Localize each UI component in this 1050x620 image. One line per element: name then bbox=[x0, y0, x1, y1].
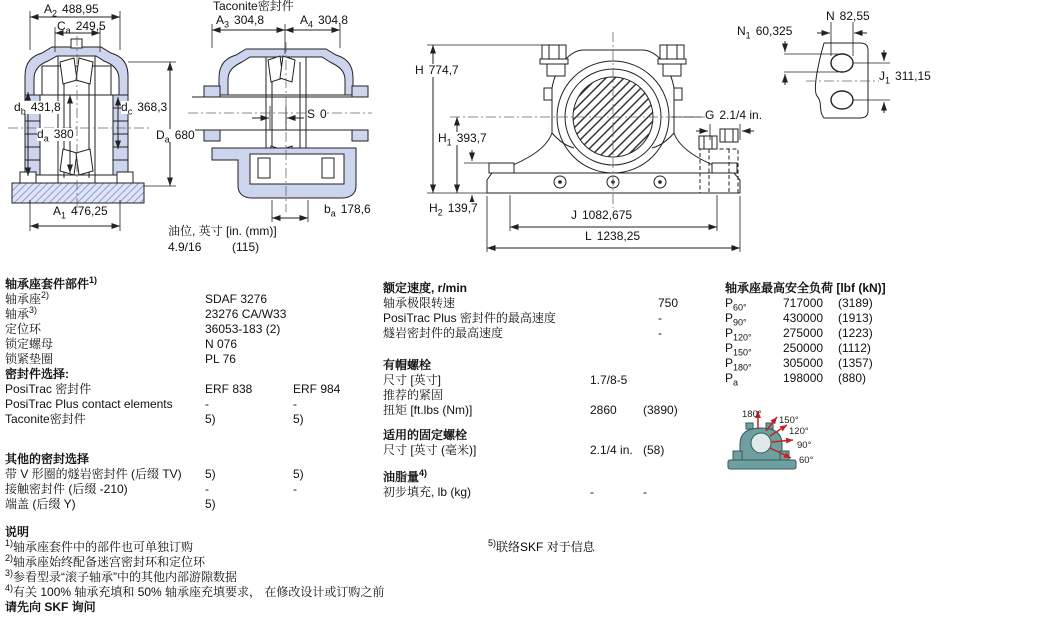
other-seals-header: 其他的密封选择 bbox=[5, 452, 90, 466]
load-row-pa: $P_a$ 198000 (880) bbox=[725, 371, 867, 388]
angle-label-180: 180° bbox=[742, 409, 762, 420]
spec-row-cap-bolt-size: 尺寸 [英寸] 1.7/8-5 bbox=[383, 373, 628, 387]
angle-label-150: 150° bbox=[779, 415, 799, 426]
dim-g-label: G 2.1/4 in. bbox=[705, 108, 763, 122]
load-angle-diagram bbox=[700, 398, 880, 498]
spec-row-housing: 轴承座$^{2)}$ SDAF 3276 bbox=[5, 290, 268, 306]
angle-label-60: 60° bbox=[799, 455, 814, 466]
spec-row-taconite: Taconite密封件 5) 5) bbox=[5, 412, 304, 426]
spec-row-positrac-speed: PosiTrac Plus 密封件的最高速度 - bbox=[383, 311, 662, 325]
spec-row-tv-seal: 带 V 形圈的燧岩密封件 (后缀 TV) 5) 5) bbox=[5, 467, 304, 481]
dim-a3-label: $A_3$ 304,8 bbox=[216, 13, 265, 30]
spec-row-torque: 扭矩 [ft.lbs (Nm)] 2860 (3890) bbox=[383, 403, 678, 417]
section-view-drawing bbox=[8, 11, 176, 231]
seal-options-header: 密封件选择: bbox=[5, 367, 69, 381]
housing-pictogram bbox=[728, 423, 796, 469]
dim-a2-label: $A_2$ 488,95 bbox=[44, 2, 99, 19]
load-row-p60: $P_{60^\circ}$ 717000 (3189) bbox=[725, 296, 873, 313]
dim-n-label: N 82,55 bbox=[826, 9, 870, 23]
spec-row-bearing: 轴承$^{3)}$ 23276 CA/W33 bbox=[5, 305, 287, 321]
dim-dc-label: $d_c$ 368,3 bbox=[121, 100, 168, 117]
loads-table bbox=[725, 281, 925, 386]
dim-ca-label: $C_a$ 249,5 bbox=[57, 19, 106, 36]
base-footprint-drawing bbox=[784, 22, 890, 118]
speeds-bolts-table bbox=[383, 281, 723, 500]
oil-level-inch: 4.9/16 bbox=[168, 240, 202, 254]
dim-s-label: S 0 bbox=[307, 107, 327, 121]
oil-level-label: 油位, 英寸 [in. (mm)] bbox=[168, 224, 277, 238]
speeds-header: 额定速度, r/min bbox=[383, 281, 468, 295]
dim-j-label: J 1082,675 bbox=[571, 208, 633, 222]
spec-row-locating-ring: 定位环 36053-183 (2) bbox=[5, 322, 281, 336]
attach-bolts-header: 适用的固定螺栓 bbox=[383, 428, 468, 442]
note-2: $^{2)}$轴承座始终配备迷宫密封环和定位环 bbox=[5, 553, 206, 569]
note-4-bold-line: 请先向 SKF 询问 bbox=[5, 600, 96, 614]
taconite-view-drawing bbox=[188, 24, 372, 222]
spec-row-positrac: PosiTrac 密封件 ERF 838 ERF 984 bbox=[5, 382, 341, 396]
spec-row-taconite-speed: 燧岩密封件的最高速度 - bbox=[383, 326, 662, 340]
components-header: 轴承座套件部件$^{1)}$ bbox=[5, 275, 98, 291]
spec-row-contact-seal: 接触密封件 (后缀 -210) - - bbox=[5, 482, 297, 496]
load-row-p180: $P_{180^\circ}$ 305000 (1357) bbox=[725, 356, 873, 373]
spec-row-initial-fill: 初步填充, lb (kg) - - bbox=[383, 485, 647, 499]
load-row-p150: $P_{150^\circ}$ 250000 (1112) bbox=[725, 341, 871, 358]
note-1: $^{1)}$轴承座套件中的部件也可单独订购 bbox=[5, 538, 194, 554]
dim-n1-label: $N_1$ 60,325 bbox=[737, 24, 793, 41]
cap-bolts-header: 有帽螺栓 bbox=[383, 358, 432, 372]
spec-row-recommended-tightening: 推荐的紧固 bbox=[383, 388, 444, 402]
footnote-5: $^{5)}$联络SKF 对于信息 bbox=[488, 538, 595, 554]
dim-h1-label: $H_1$ 393,7 bbox=[438, 131, 487, 148]
angle-label-120: 120° bbox=[789, 426, 809, 437]
note-4: $^{4)}$有关 100% 轴承充填和 50% 轴承座充填要求， 在修改设计或订购之前 bbox=[5, 583, 385, 599]
grease-header: 油脂量$^{4)}$ bbox=[383, 468, 428, 484]
dim-ba-label: $b_a$ 178,6 bbox=[324, 202, 371, 219]
dim-j1-label: $J_1$ 311,15 bbox=[879, 69, 931, 86]
spec-row-lock-nut: 锁定螺母 N 076 bbox=[5, 337, 238, 351]
spec-row-limit-speed: 轴承极限转速 750 bbox=[383, 296, 679, 310]
dim-l-label: L 1238,25 bbox=[585, 229, 641, 243]
spec-row-attach-bolt-size: 尺寸 [英寸 (毫米)] 2.1/4 in. (58) bbox=[383, 443, 665, 457]
taconite-title: Taconite密封件 bbox=[213, 0, 294, 13]
components-table bbox=[5, 277, 383, 615]
notes-header: 说明 bbox=[5, 525, 30, 539]
oil-level-mm: (115) bbox=[232, 240, 260, 254]
spec-row-end-cover: 端盖 (后缀 Y) 5) bbox=[5, 497, 216, 511]
spec-row-positrac-plus: PosiTrac Plus contact elements - - bbox=[5, 397, 297, 411]
load-row-p120: $P_{120^\circ}$ 275000 (1223) bbox=[725, 326, 873, 343]
dim-da-label: $d_a$ 380 bbox=[37, 127, 74, 144]
dim-a4-label: $A_4$ 304,8 bbox=[300, 13, 349, 30]
dim-bigda-label: $D_a$ 680 bbox=[156, 128, 195, 145]
note-3: $^{3)}$参看型录“滚子轴承”中的其他内部游隙数据 bbox=[5, 568, 238, 584]
dim-h-label: H 774,7 bbox=[415, 63, 459, 77]
spec-row-lock-washer: 锁紧垫圈 PL 76 bbox=[5, 352, 236, 366]
dim-db-label: $d_b$ 431,8 bbox=[14, 100, 61, 117]
dim-a1-label: $A_1$ 476,25 bbox=[53, 204, 108, 221]
dim-h2-label: $H_2$ 139,7 bbox=[429, 201, 478, 218]
loads-header: 轴承座最高安全负荷 [lbf (kN)] bbox=[725, 281, 886, 295]
load-row-p90: $P_{90^\circ}$ 430000 (1913) bbox=[725, 311, 873, 328]
angle-label-90: 90° bbox=[797, 440, 812, 451]
